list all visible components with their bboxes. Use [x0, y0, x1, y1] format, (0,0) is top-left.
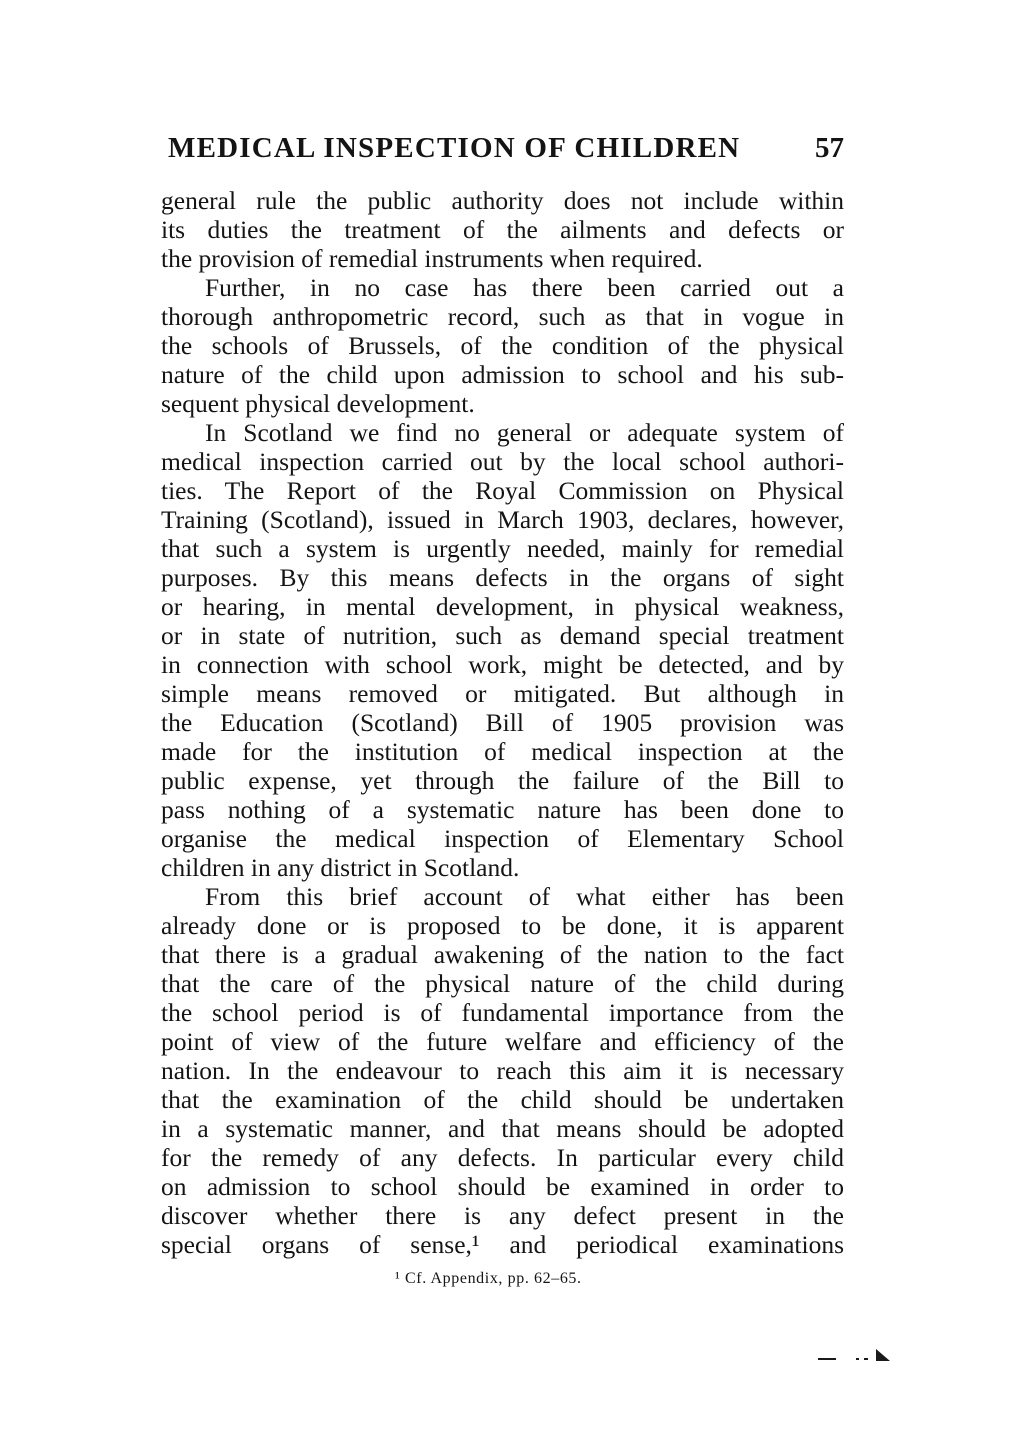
page-number: 57 — [815, 132, 844, 164]
text-line: made for the institution of medical inspection at the — [161, 737, 844, 766]
text-line: simple means removed or mitigated. But although in — [161, 679, 844, 708]
text-line: or hearing, in mental development, in physical weakness, — [161, 592, 844, 621]
text-line: general rule the public authority does not include within — [161, 186, 844, 215]
text-line: public expense, yet through the failure of the Bill to — [161, 766, 844, 795]
body-text — [161, 186, 844, 1259]
text-line: that there is a gradual awakening of the nation to the fact — [161, 940, 844, 969]
text-line: the school period is of fundamental importance from the — [161, 998, 844, 1027]
text-line: From this brief account of what either has been — [205, 882, 844, 911]
text-line: or in state of nutrition, such as demand special treatment — [161, 621, 844, 650]
page-title: MEDICAL INSPECTION OF CHILDREN — [168, 132, 741, 164]
text-line: already done or is proposed to be done, it is apparent — [161, 911, 844, 940]
text-line: organise the medical inspection of Elementary School — [161, 824, 844, 853]
footnote: ¹ Cf. Appendix, pp. 62–65. — [395, 1270, 582, 1287]
text-line: on admission to school should be examined in order to — [161, 1172, 844, 1201]
text-line: in connection with school work, might be detected, and by — [161, 650, 844, 679]
text-line: sequent physical development. — [161, 389, 475, 418]
text-line: point of view of the future welfare and efficiency of the — [161, 1027, 844, 1056]
text-line: purposes. By this means defects in the organs of sight — [161, 563, 844, 592]
text-line: thorough anthropometric record, such as that in vogue in — [161, 302, 844, 331]
text-line: pass nothing of a systematic nature has been done to — [161, 795, 844, 824]
text-line: its duties the treatment of the ailments and defects or — [161, 215, 844, 244]
text-line: the Education (Scotland) Bill of 1905 provision was — [161, 708, 844, 737]
running-head — [168, 132, 844, 172]
text-line: special organs of sense,¹ and periodical examinations — [161, 1230, 844, 1259]
text-line: children in any district in Scotland. — [161, 853, 520, 882]
text-line: medical inspection carried out by the local school authori- — [161, 447, 844, 476]
text-line: that the examination of the child should be undertaken — [161, 1085, 844, 1114]
text-line: the schools of Brussels, of the condition of the physical — [161, 331, 844, 360]
text-line: nation. In the endeavour to reach this aim it is necessary — [161, 1056, 844, 1085]
text-line: that the care of the physical nature of the child during — [161, 969, 844, 998]
text-line: the provision of remedial instruments when required. — [161, 244, 703, 273]
scan-artifact-mark — [818, 1348, 896, 1364]
text-line: discover whether there is any defect present in the — [161, 1201, 844, 1230]
text-line: that such a system is urgently needed, mainly for remedial — [161, 534, 844, 563]
text-line: Training (Scotland), issued in March 1903, declares, however, — [161, 505, 844, 534]
text-line: Further, in no case has there been carried out a — [205, 273, 844, 302]
text-line: ties. The Report of the Royal Commission on Physical — [161, 476, 844, 505]
text-line: In Scotland we find no general or adequate system of — [205, 418, 844, 447]
text-line: for the remedy of any defects. In particular every child — [161, 1143, 844, 1172]
text-line: in a systematic manner, and that means should be adopted — [161, 1114, 844, 1143]
text-line: nature of the child upon admission to school and his sub- — [161, 360, 844, 389]
